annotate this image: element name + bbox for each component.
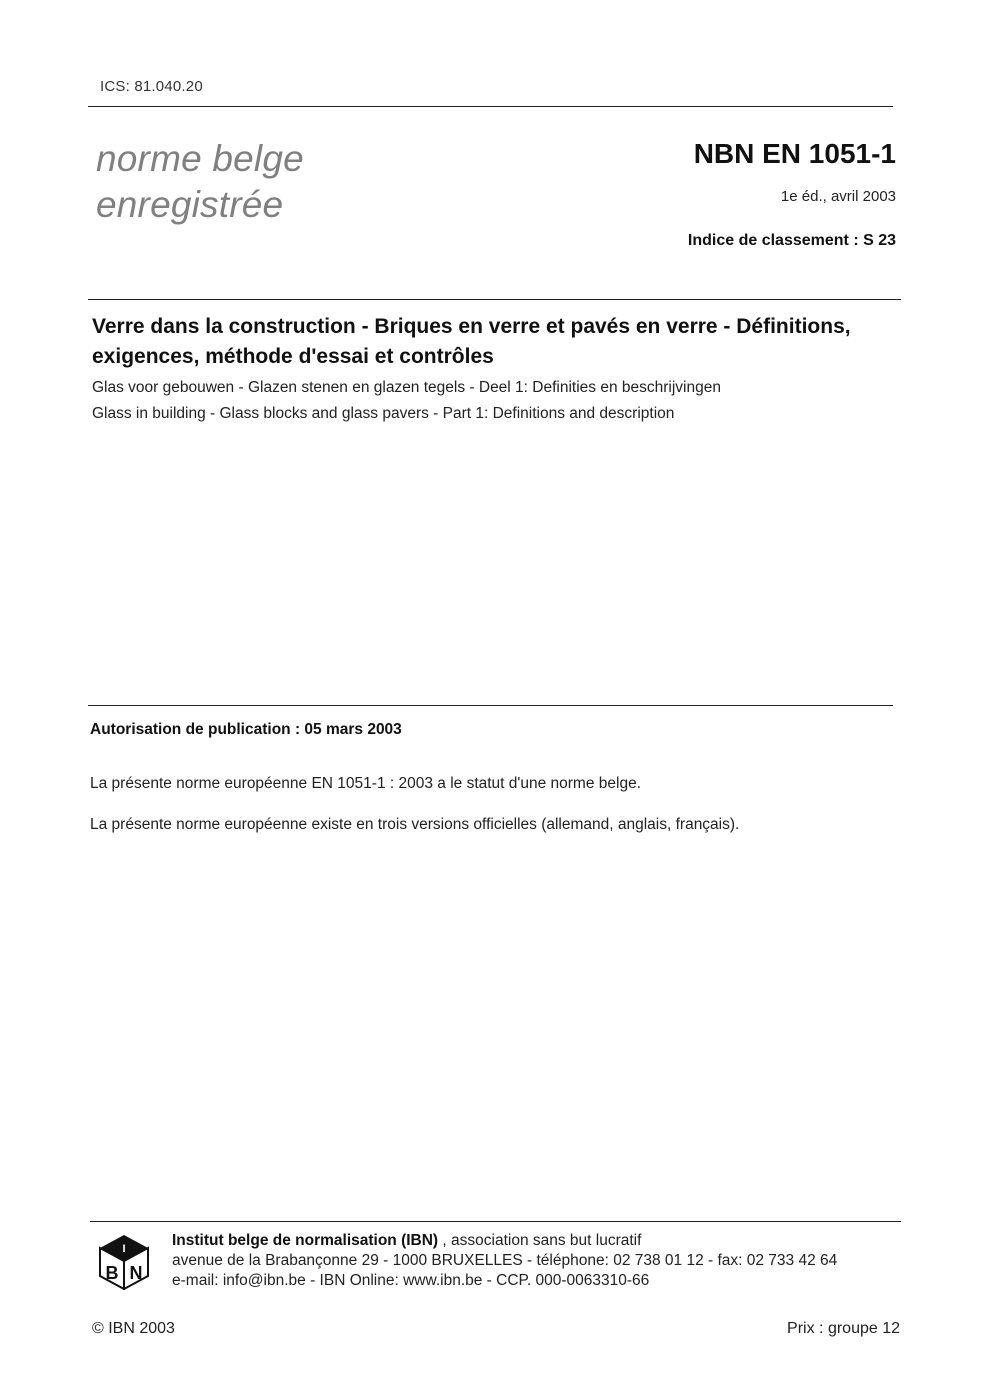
publication-top-rule xyxy=(88,705,893,706)
title-dutch: Glas voor gebouwen - Glazen stenen en glazen tegels - Deel 1: Definities en beschrijvingen xyxy=(92,379,721,396)
edition-date: 1e éd., avril 2003 xyxy=(780,188,896,205)
svg-text:N: N xyxy=(129,1263,143,1283)
institute-contact: e-mail: info@ibn.be - IBN Online: www.ibn.be - CCP. 000-0063310-66 xyxy=(172,1272,650,1289)
classification-index: Indice de classement : S 23 xyxy=(687,232,896,249)
header-top-rule xyxy=(88,106,893,107)
title-french: Verre dans la construction - Briques en verre et pavés en verre - Définitions, exigences, méthode d'essai et contrôles xyxy=(92,315,851,368)
publication-authorisation: Autorisation de publication : 05 mars 2003 xyxy=(90,721,402,738)
institute-address: avenue de la Brabançonne 29 - 1000 BRUXELLES - téléphone: 02 738 01 12 - fax: 02 733 42 64 xyxy=(172,1252,838,1269)
ibn-cube-logo-icon xyxy=(98,1234,150,1290)
price-group: Prix : groupe 12 xyxy=(787,1320,900,1337)
copyright: © IBN 2003 xyxy=(92,1320,175,1337)
title-top-rule xyxy=(88,299,901,300)
institute-status: , association sans but lucratif xyxy=(438,1232,642,1249)
institute-name: Institut belge de normalisation (IBN) xyxy=(172,1232,439,1249)
footer-top-rule xyxy=(90,1221,901,1222)
institute-line xyxy=(172,1232,641,1250)
official-versions-statement: La présente norme européenne existe en trois versions officielles (allemand, anglais, français). xyxy=(90,816,740,833)
standard-number: NBN EN 1051-1 xyxy=(693,138,896,169)
ics-code: ICS: 81.040.20 xyxy=(100,78,203,95)
logo-letter-i: I xyxy=(122,1243,126,1255)
brand-line-2: enregistrée xyxy=(96,184,284,225)
svg-text:B: B xyxy=(105,1263,119,1283)
title-english: Glass in building - Glass blocks and glass pavers - Part 1: Definitions and description xyxy=(92,405,675,422)
brand-line-1: norme belge xyxy=(96,138,304,179)
belgian-status-statement: La présente norme européenne EN 1051-1 : 2003 a le statut d'une norme belge. xyxy=(90,775,642,792)
